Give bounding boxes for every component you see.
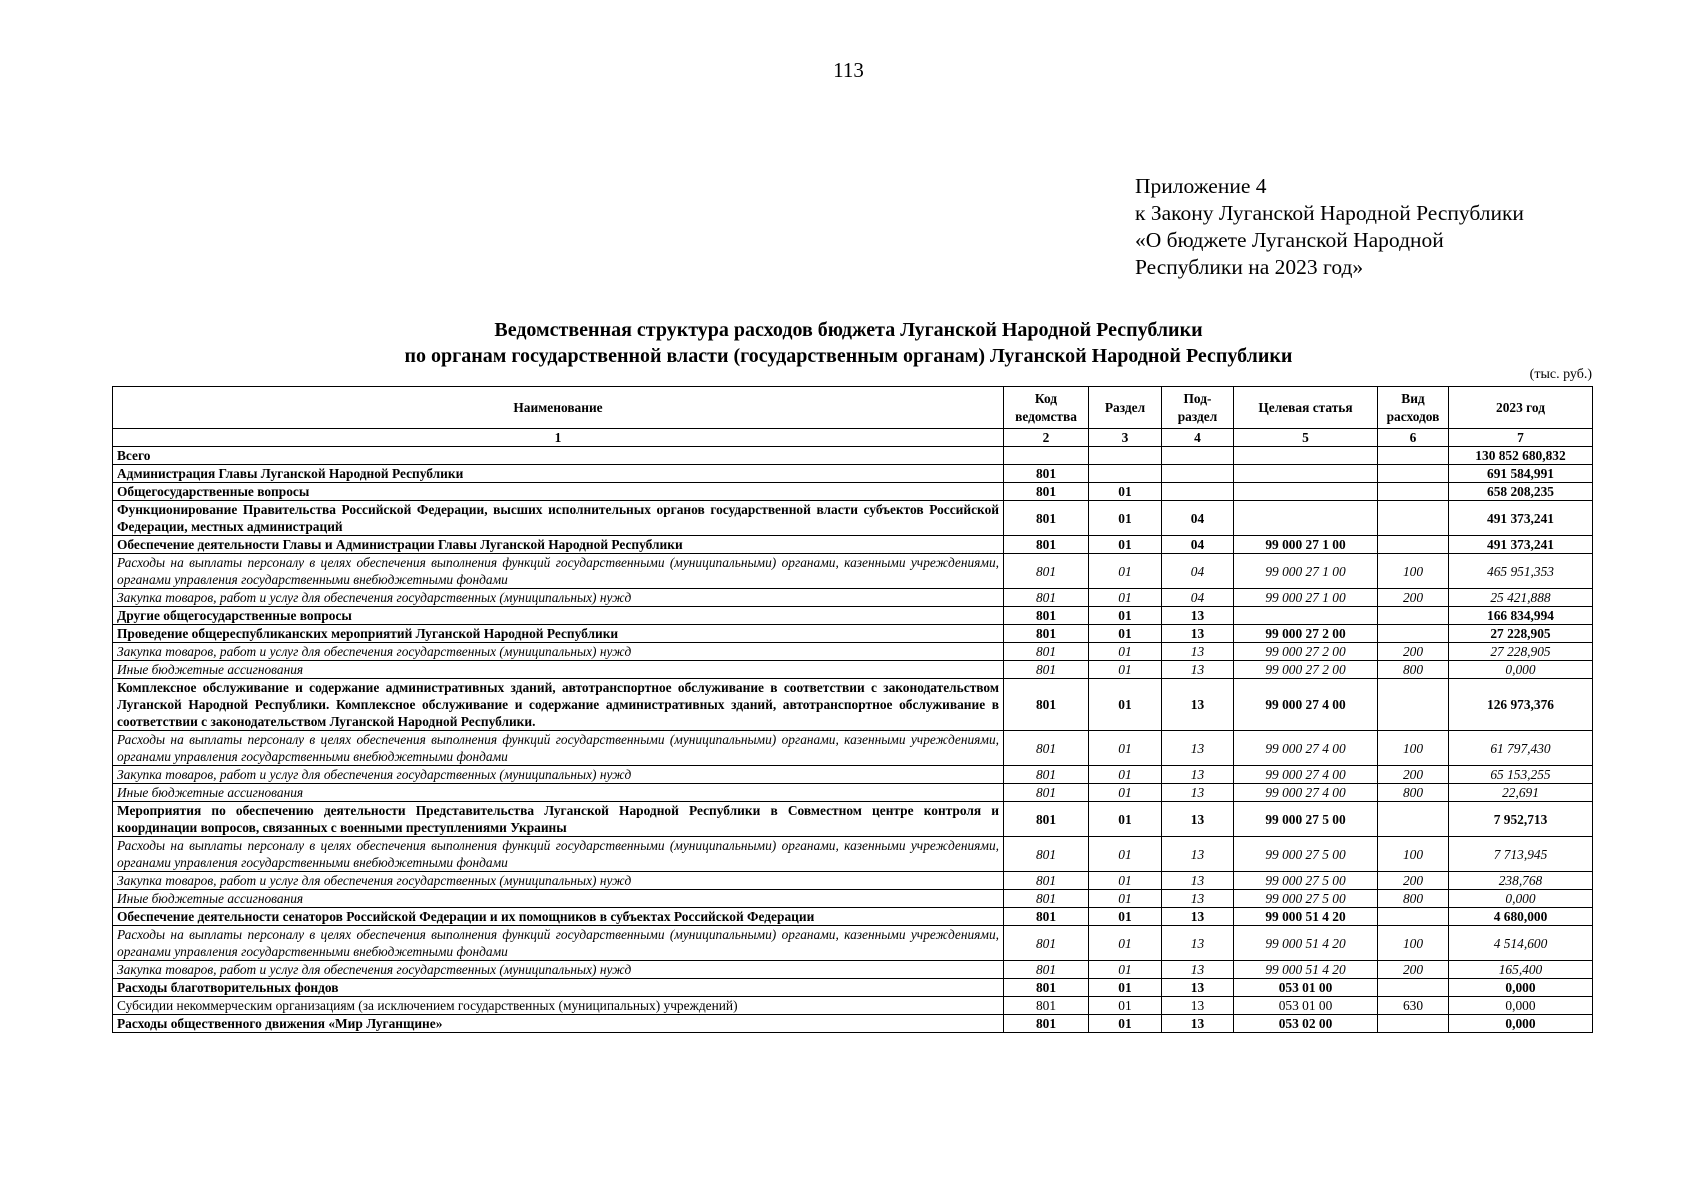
row-section-cell (1089, 465, 1162, 483)
row-amount-cell: 25 421,888 (1449, 589, 1593, 607)
table-row (113, 501, 1593, 536)
row-expense-type-cell (1378, 607, 1449, 625)
row-name-cell: Общегосударственные вопросы (113, 483, 1004, 501)
table-row (113, 926, 1593, 961)
row-dept-code-cell: 801 (1004, 554, 1089, 589)
row-subsection-cell (1162, 465, 1234, 483)
row-target-article-cell: 99 000 27 2 00 (1234, 661, 1378, 679)
row-section-cell: 01 (1089, 766, 1162, 784)
row-target-article-cell: 99 000 27 2 00 (1234, 643, 1378, 661)
row-target-article-cell: 053 01 00 (1234, 997, 1378, 1015)
row-subsection-cell: 13 (1162, 607, 1234, 625)
row-target-article-cell: 99 000 51 4 20 (1234, 908, 1378, 926)
row-expense-type-cell: 800 (1378, 890, 1449, 908)
row-amount-cell: 65 153,255 (1449, 766, 1593, 784)
row-subsection-cell: 13 (1162, 997, 1234, 1015)
row-expense-type-cell (1378, 501, 1449, 536)
row-expense-type-cell: 100 (1378, 926, 1449, 961)
column-number-row (113, 429, 1593, 447)
row-subsection-cell: 13 (1162, 731, 1234, 766)
row-dept-code-cell: 801 (1004, 872, 1089, 890)
row-dept-code-cell: 801 (1004, 802, 1089, 837)
row-subsection-cell: 13 (1162, 625, 1234, 643)
appendix-line: к Закону Луганской Народной Республики (1135, 201, 1524, 225)
appendix-line: Приложение 4 (1135, 174, 1267, 198)
row-dept-code-cell: 801 (1004, 926, 1089, 961)
header-year: 2023 год (1449, 387, 1593, 429)
appendix-line: «О бюджете Луганской Народной (1135, 228, 1444, 252)
row-section-cell: 01 (1089, 784, 1162, 802)
row-dept-code-cell: 801 (1004, 643, 1089, 661)
appendix-reference (1135, 173, 1524, 281)
column-number: 1 (113, 429, 1004, 447)
row-amount-cell: 7 713,945 (1449, 837, 1593, 872)
row-name-cell: Обеспечение деятельности сенаторов Российской Федерации и их помощников в субъектах Российской Федерации (113, 908, 1004, 926)
row-section-cell: 01 (1089, 890, 1162, 908)
table-row (113, 784, 1593, 802)
units-note: (тыс. руб.) (1529, 367, 1592, 382)
table-row (113, 837, 1593, 872)
table-row (113, 997, 1593, 1015)
row-subsection-cell: 13 (1162, 643, 1234, 661)
table-row (113, 554, 1593, 589)
row-subsection-cell: 04 (1162, 501, 1234, 536)
row-target-article-cell: 99 000 27 1 00 (1234, 554, 1378, 589)
row-name-cell: Проведение общереспубликанских мероприятий Луганской Народной Республики (113, 625, 1004, 643)
column-number: 7 (1449, 429, 1593, 447)
row-subsection-cell: 13 (1162, 979, 1234, 997)
row-dept-code-cell: 801 (1004, 837, 1089, 872)
row-section-cell: 01 (1089, 926, 1162, 961)
row-subsection-cell: 13 (1162, 679, 1234, 731)
row-subsection-cell: 13 (1162, 661, 1234, 679)
row-expense-type-cell: 200 (1378, 961, 1449, 979)
row-target-article-cell: 99 000 51 4 20 (1234, 961, 1378, 979)
row-target-article-cell: 99 000 27 4 00 (1234, 731, 1378, 766)
table-row (113, 589, 1593, 607)
row-subsection-cell: 13 (1162, 961, 1234, 979)
row-amount-cell: 166 834,994 (1449, 607, 1593, 625)
table-row (113, 890, 1593, 908)
table-row (113, 1015, 1593, 1033)
row-section-cell: 01 (1089, 501, 1162, 536)
row-amount-cell: 27 228,905 (1449, 643, 1593, 661)
row-amount-cell: 7 952,713 (1449, 802, 1593, 837)
row-amount-cell: 61 797,430 (1449, 731, 1593, 766)
table-row (113, 607, 1593, 625)
row-expense-type-cell (1378, 679, 1449, 731)
row-expense-type-cell: 800 (1378, 784, 1449, 802)
header-target-article: Целевая статья (1234, 387, 1378, 429)
row-amount-cell: 238,768 (1449, 872, 1593, 890)
column-number: 6 (1378, 429, 1449, 447)
row-amount-cell: 691 584,991 (1449, 465, 1593, 483)
row-amount-cell: 0,000 (1449, 661, 1593, 679)
row-dept-code-cell: 801 (1004, 536, 1089, 554)
row-expense-type-cell (1378, 536, 1449, 554)
row-amount-cell: 491 373,241 (1449, 536, 1593, 554)
row-subsection-cell: 13 (1162, 1015, 1234, 1033)
row-dept-code-cell: 801 (1004, 607, 1089, 625)
row-dept-code-cell: 801 (1004, 661, 1089, 679)
row-target-article-cell (1234, 483, 1378, 501)
row-subsection-cell: 13 (1162, 837, 1234, 872)
row-dept-code-cell: 801 (1004, 961, 1089, 979)
row-target-article-cell: 99 000 27 1 00 (1234, 589, 1378, 607)
row-amount-cell: 130 852 680,832 (1449, 447, 1593, 465)
row-amount-cell: 22,691 (1449, 784, 1593, 802)
row-dept-code-cell: 801 (1004, 997, 1089, 1015)
row-amount-cell: 0,000 (1449, 997, 1593, 1015)
row-name-cell: Закупка товаров, работ и услуг для обеспечения государственных (муниципальных) нужд (113, 589, 1004, 607)
row-name-cell: Администрация Главы Луганской Народной Республики (113, 465, 1004, 483)
row-expense-type-cell: 200 (1378, 643, 1449, 661)
row-section-cell: 01 (1089, 554, 1162, 589)
row-name-cell: Обеспечение деятельности Главы и Администрации Главы Луганской Народной Республики (113, 536, 1004, 554)
row-name-cell: Расходы на выплаты персоналу в целях обеспечения выполнения функций государственными (муниципальными) органами, казенными учреждениями, органами управления государственными внебюджетными фондами (113, 926, 1004, 961)
title-line: по органам государственной власти (государственным органам) Луганской Народной Республики (404, 345, 1293, 367)
budget-table (112, 386, 1593, 1033)
row-section-cell: 01 (1089, 837, 1162, 872)
column-number: 5 (1234, 429, 1378, 447)
row-subsection-cell: 13 (1162, 890, 1234, 908)
row-dept-code-cell: 801 (1004, 1015, 1089, 1033)
row-subsection-cell: 13 (1162, 908, 1234, 926)
row-expense-type-cell (1378, 802, 1449, 837)
table-body (113, 447, 1593, 1033)
title-line: Ведомственная структура расходов бюджета Луганской Народной Республики (494, 319, 1203, 341)
table-row (113, 908, 1593, 926)
row-section-cell: 01 (1089, 731, 1162, 766)
column-number: 4 (1162, 429, 1234, 447)
row-dept-code-cell: 801 (1004, 766, 1089, 784)
row-section-cell: 01 (1089, 536, 1162, 554)
table-row (113, 643, 1593, 661)
row-dept-code-cell: 801 (1004, 679, 1089, 731)
row-expense-type-cell: 100 (1378, 837, 1449, 872)
row-expense-type-cell: 630 (1378, 997, 1449, 1015)
table-row (113, 679, 1593, 731)
row-dept-code-cell: 801 (1004, 483, 1089, 501)
row-section-cell: 01 (1089, 483, 1162, 501)
document-title (0, 317, 1697, 369)
header-section: Раздел (1089, 387, 1162, 429)
row-section-cell: 01 (1089, 872, 1162, 890)
row-section-cell: 01 (1089, 979, 1162, 997)
row-amount-cell: 27 228,905 (1449, 625, 1593, 643)
header-dept-code: Код ведомства (1004, 387, 1089, 429)
row-dept-code-cell: 801 (1004, 465, 1089, 483)
row-name-cell: Мероприятия по обеспечению деятельности Представительства Луганской Народной Республики в Совместном центре контроля и координации вопросов, связанных с военными преступлениями Украины (113, 802, 1004, 837)
row-dept-code-cell: 801 (1004, 979, 1089, 997)
row-expense-type-cell: 200 (1378, 872, 1449, 890)
row-subsection-cell (1162, 447, 1234, 465)
row-section-cell: 01 (1089, 625, 1162, 643)
row-name-cell: Комплексное обслуживание и содержание административных зданий, автотранспортное обслуживание в соответствии с законодательством Луганской Народной Республики. Комплексное обслуживание и содержание административных зданий, автотранспортное обслуживание в соответствии с законодательством Луганской Народной Республики. (113, 679, 1004, 731)
row-name-cell: Расходы на выплаты персоналу в целях обеспечения выполнения функций государственными (муниципальными) органами, казенными учреждениями, органами управления государственными внебюджетными фондами (113, 731, 1004, 766)
row-subsection-cell: 04 (1162, 536, 1234, 554)
row-subsection-cell: 04 (1162, 589, 1234, 607)
row-target-article-cell: 99 000 27 5 00 (1234, 890, 1378, 908)
row-target-article-cell: 053 01 00 (1234, 979, 1378, 997)
row-subsection-cell: 13 (1162, 784, 1234, 802)
row-amount-cell: 0,000 (1449, 979, 1593, 997)
row-dept-code-cell: 801 (1004, 589, 1089, 607)
row-name-cell: Расходы на выплаты персоналу в целях обеспечения выполнения функций государственными (муниципальными) органами, казенными учреждениями, органами управления государственными внебюджетными фондами (113, 837, 1004, 872)
table-row (113, 536, 1593, 554)
row-subsection-cell: 13 (1162, 926, 1234, 961)
row-name-cell: Всего (113, 447, 1004, 465)
row-target-article-cell: 99 000 27 5 00 (1234, 872, 1378, 890)
row-dept-code-cell: 801 (1004, 908, 1089, 926)
table-row (113, 979, 1593, 997)
row-target-article-cell (1234, 607, 1378, 625)
row-expense-type-cell (1378, 979, 1449, 997)
row-subsection-cell: 04 (1162, 554, 1234, 589)
row-dept-code-cell: 801 (1004, 501, 1089, 536)
row-target-article-cell: 99 000 27 5 00 (1234, 837, 1378, 872)
table-row (113, 961, 1593, 979)
row-expense-type-cell (1378, 908, 1449, 926)
row-amount-cell: 165,400 (1449, 961, 1593, 979)
row-section-cell: 01 (1089, 607, 1162, 625)
row-name-cell: Расходы на выплаты персоналу в целях обеспечения выполнения функций государственными (муниципальными) органами, казенными учреждениями, органами управления государственными внебюджетными фондами (113, 554, 1004, 589)
row-name-cell: Иные бюджетные ассигнования (113, 890, 1004, 908)
column-number: 2 (1004, 429, 1089, 447)
table-row (113, 766, 1593, 784)
row-amount-cell: 658 208,235 (1449, 483, 1593, 501)
row-name-cell: Функционирование Правительства Российской Федерации, высших исполнительных органов государственной власти субъектов Российской Федерации, местных администраций (113, 501, 1004, 536)
row-target-article-cell: 99 000 27 4 00 (1234, 784, 1378, 802)
row-name-cell: Закупка товаров, работ и услуг для обеспечения государственных (муниципальных) нужд (113, 961, 1004, 979)
header-name: Наименование (113, 387, 1004, 429)
table-row (113, 625, 1593, 643)
appendix-line: Республики на 2023 год» (1135, 255, 1364, 279)
row-section-cell: 01 (1089, 961, 1162, 979)
row-target-article-cell: 053 02 00 (1234, 1015, 1378, 1033)
row-section-cell: 01 (1089, 589, 1162, 607)
table-row (113, 483, 1593, 501)
column-number: 3 (1089, 429, 1162, 447)
row-section-cell: 01 (1089, 802, 1162, 837)
row-expense-type-cell: 800 (1378, 661, 1449, 679)
row-amount-cell: 0,000 (1449, 1015, 1593, 1033)
table-row (113, 802, 1593, 837)
row-dept-code-cell: 801 (1004, 890, 1089, 908)
row-target-article-cell: 99 000 27 4 00 (1234, 766, 1378, 784)
row-amount-cell: 126 973,376 (1449, 679, 1593, 731)
row-name-cell: Расходы благотворительных фондов (113, 979, 1004, 997)
table-row (113, 465, 1593, 483)
row-name-cell: Другие общегосударственные вопросы (113, 607, 1004, 625)
row-amount-cell: 4 680,000 (1449, 908, 1593, 926)
row-target-article-cell: 99 000 27 5 00 (1234, 802, 1378, 837)
row-dept-code-cell: 801 (1004, 625, 1089, 643)
table-header-row (113, 387, 1593, 429)
row-section-cell: 01 (1089, 1015, 1162, 1033)
row-dept-code-cell (1004, 447, 1089, 465)
row-subsection-cell: 13 (1162, 766, 1234, 784)
row-section-cell: 01 (1089, 908, 1162, 926)
row-section-cell: 01 (1089, 661, 1162, 679)
row-amount-cell: 0,000 (1449, 890, 1593, 908)
row-target-article-cell: 99 000 27 1 00 (1234, 536, 1378, 554)
row-dept-code-cell: 801 (1004, 784, 1089, 802)
row-section-cell: 01 (1089, 643, 1162, 661)
table-row (113, 872, 1593, 890)
row-name-cell: Иные бюджетные ассигнования (113, 661, 1004, 679)
row-name-cell: Иные бюджетные ассигнования (113, 784, 1004, 802)
row-target-article-cell: 99 000 27 4 00 (1234, 679, 1378, 731)
header-subsection: Под-раздел (1162, 387, 1234, 429)
row-expense-type-cell (1378, 625, 1449, 643)
row-target-article-cell: 99 000 27 2 00 (1234, 625, 1378, 643)
row-target-article-cell: 99 000 51 4 20 (1234, 926, 1378, 961)
row-expense-type-cell (1378, 447, 1449, 465)
row-expense-type-cell (1378, 483, 1449, 501)
row-amount-cell: 491 373,241 (1449, 501, 1593, 536)
row-expense-type-cell (1378, 1015, 1449, 1033)
row-name-cell: Закупка товаров, работ и услуг для обеспечения государственных (муниципальных) нужд (113, 766, 1004, 784)
row-expense-type-cell: 100 (1378, 731, 1449, 766)
row-name-cell: Субсидии некоммерческим организациям (за исключением государственных (муниципальных) учреждений) (113, 997, 1004, 1015)
row-target-article-cell (1234, 501, 1378, 536)
row-target-article-cell (1234, 447, 1378, 465)
page-number: 113 (833, 58, 864, 82)
row-subsection-cell (1162, 483, 1234, 501)
row-section-cell: 01 (1089, 997, 1162, 1015)
row-expense-type-cell: 200 (1378, 589, 1449, 607)
row-section-cell (1089, 447, 1162, 465)
row-amount-cell: 4 514,600 (1449, 926, 1593, 961)
header-expense-type: Вид расходов (1378, 387, 1449, 429)
row-target-article-cell (1234, 465, 1378, 483)
table-row (113, 731, 1593, 766)
row-expense-type-cell (1378, 465, 1449, 483)
row-dept-code-cell: 801 (1004, 731, 1089, 766)
table-row (113, 661, 1593, 679)
table-row (113, 447, 1593, 465)
row-expense-type-cell: 200 (1378, 766, 1449, 784)
row-name-cell: Закупка товаров, работ и услуг для обеспечения государственных (муниципальных) нужд (113, 872, 1004, 890)
row-subsection-cell: 13 (1162, 802, 1234, 837)
row-amount-cell: 465 951,353 (1449, 554, 1593, 589)
row-name-cell: Расходы общественного движения «Мир Луганщине» (113, 1015, 1004, 1033)
row-name-cell: Закупка товаров, работ и услуг для обеспечения государственных (муниципальных) нужд (113, 643, 1004, 661)
row-subsection-cell: 13 (1162, 872, 1234, 890)
row-section-cell: 01 (1089, 679, 1162, 731)
row-expense-type-cell: 100 (1378, 554, 1449, 589)
